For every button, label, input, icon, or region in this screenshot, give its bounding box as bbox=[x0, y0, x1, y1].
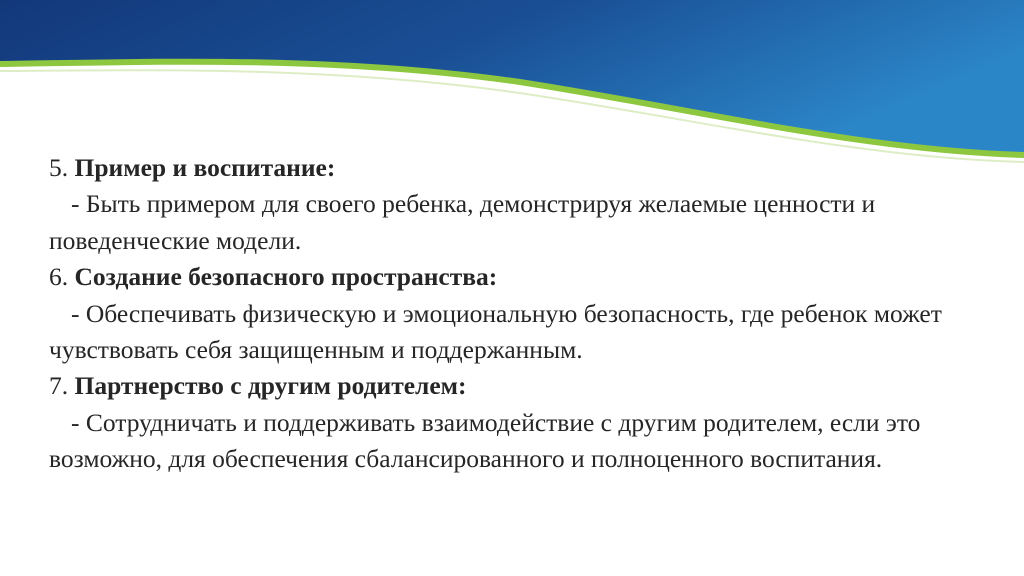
item-5-number: 5. bbox=[49, 153, 69, 182]
item-5-description: - Быть примером для своего ребенка, демонстрируя желаемые ценности и поведенческие модели. bbox=[49, 189, 876, 255]
item-7-description: - Сотрудничать и поддерживать взаимодействие с другим родителем, если это возможно, для обеспечения сбалансированного и полноценного воспитания. bbox=[49, 407, 921, 474]
item-7-title: Партнерство с другим родителем: bbox=[74, 371, 467, 401]
item-7-number: 7. bbox=[49, 371, 69, 401]
content-text-block bbox=[49, 150, 989, 478]
item-7-heading bbox=[49, 368, 989, 404]
item-6-description: - Обеспечивать физическую и эмоциональную безопасность, где ребенок может чувствовать себя защищенным и поддержанным. bbox=[49, 298, 942, 365]
header-wave-decoration bbox=[0, 0, 1024, 170]
item-6-title: Создание безопасного пространства: bbox=[74, 262, 498, 292]
item-5-heading bbox=[49, 150, 989, 186]
item-6-heading bbox=[49, 259, 989, 295]
item-6-number: 6. bbox=[49, 262, 69, 292]
item-5-title: Пример и воспитание: bbox=[74, 153, 336, 182]
